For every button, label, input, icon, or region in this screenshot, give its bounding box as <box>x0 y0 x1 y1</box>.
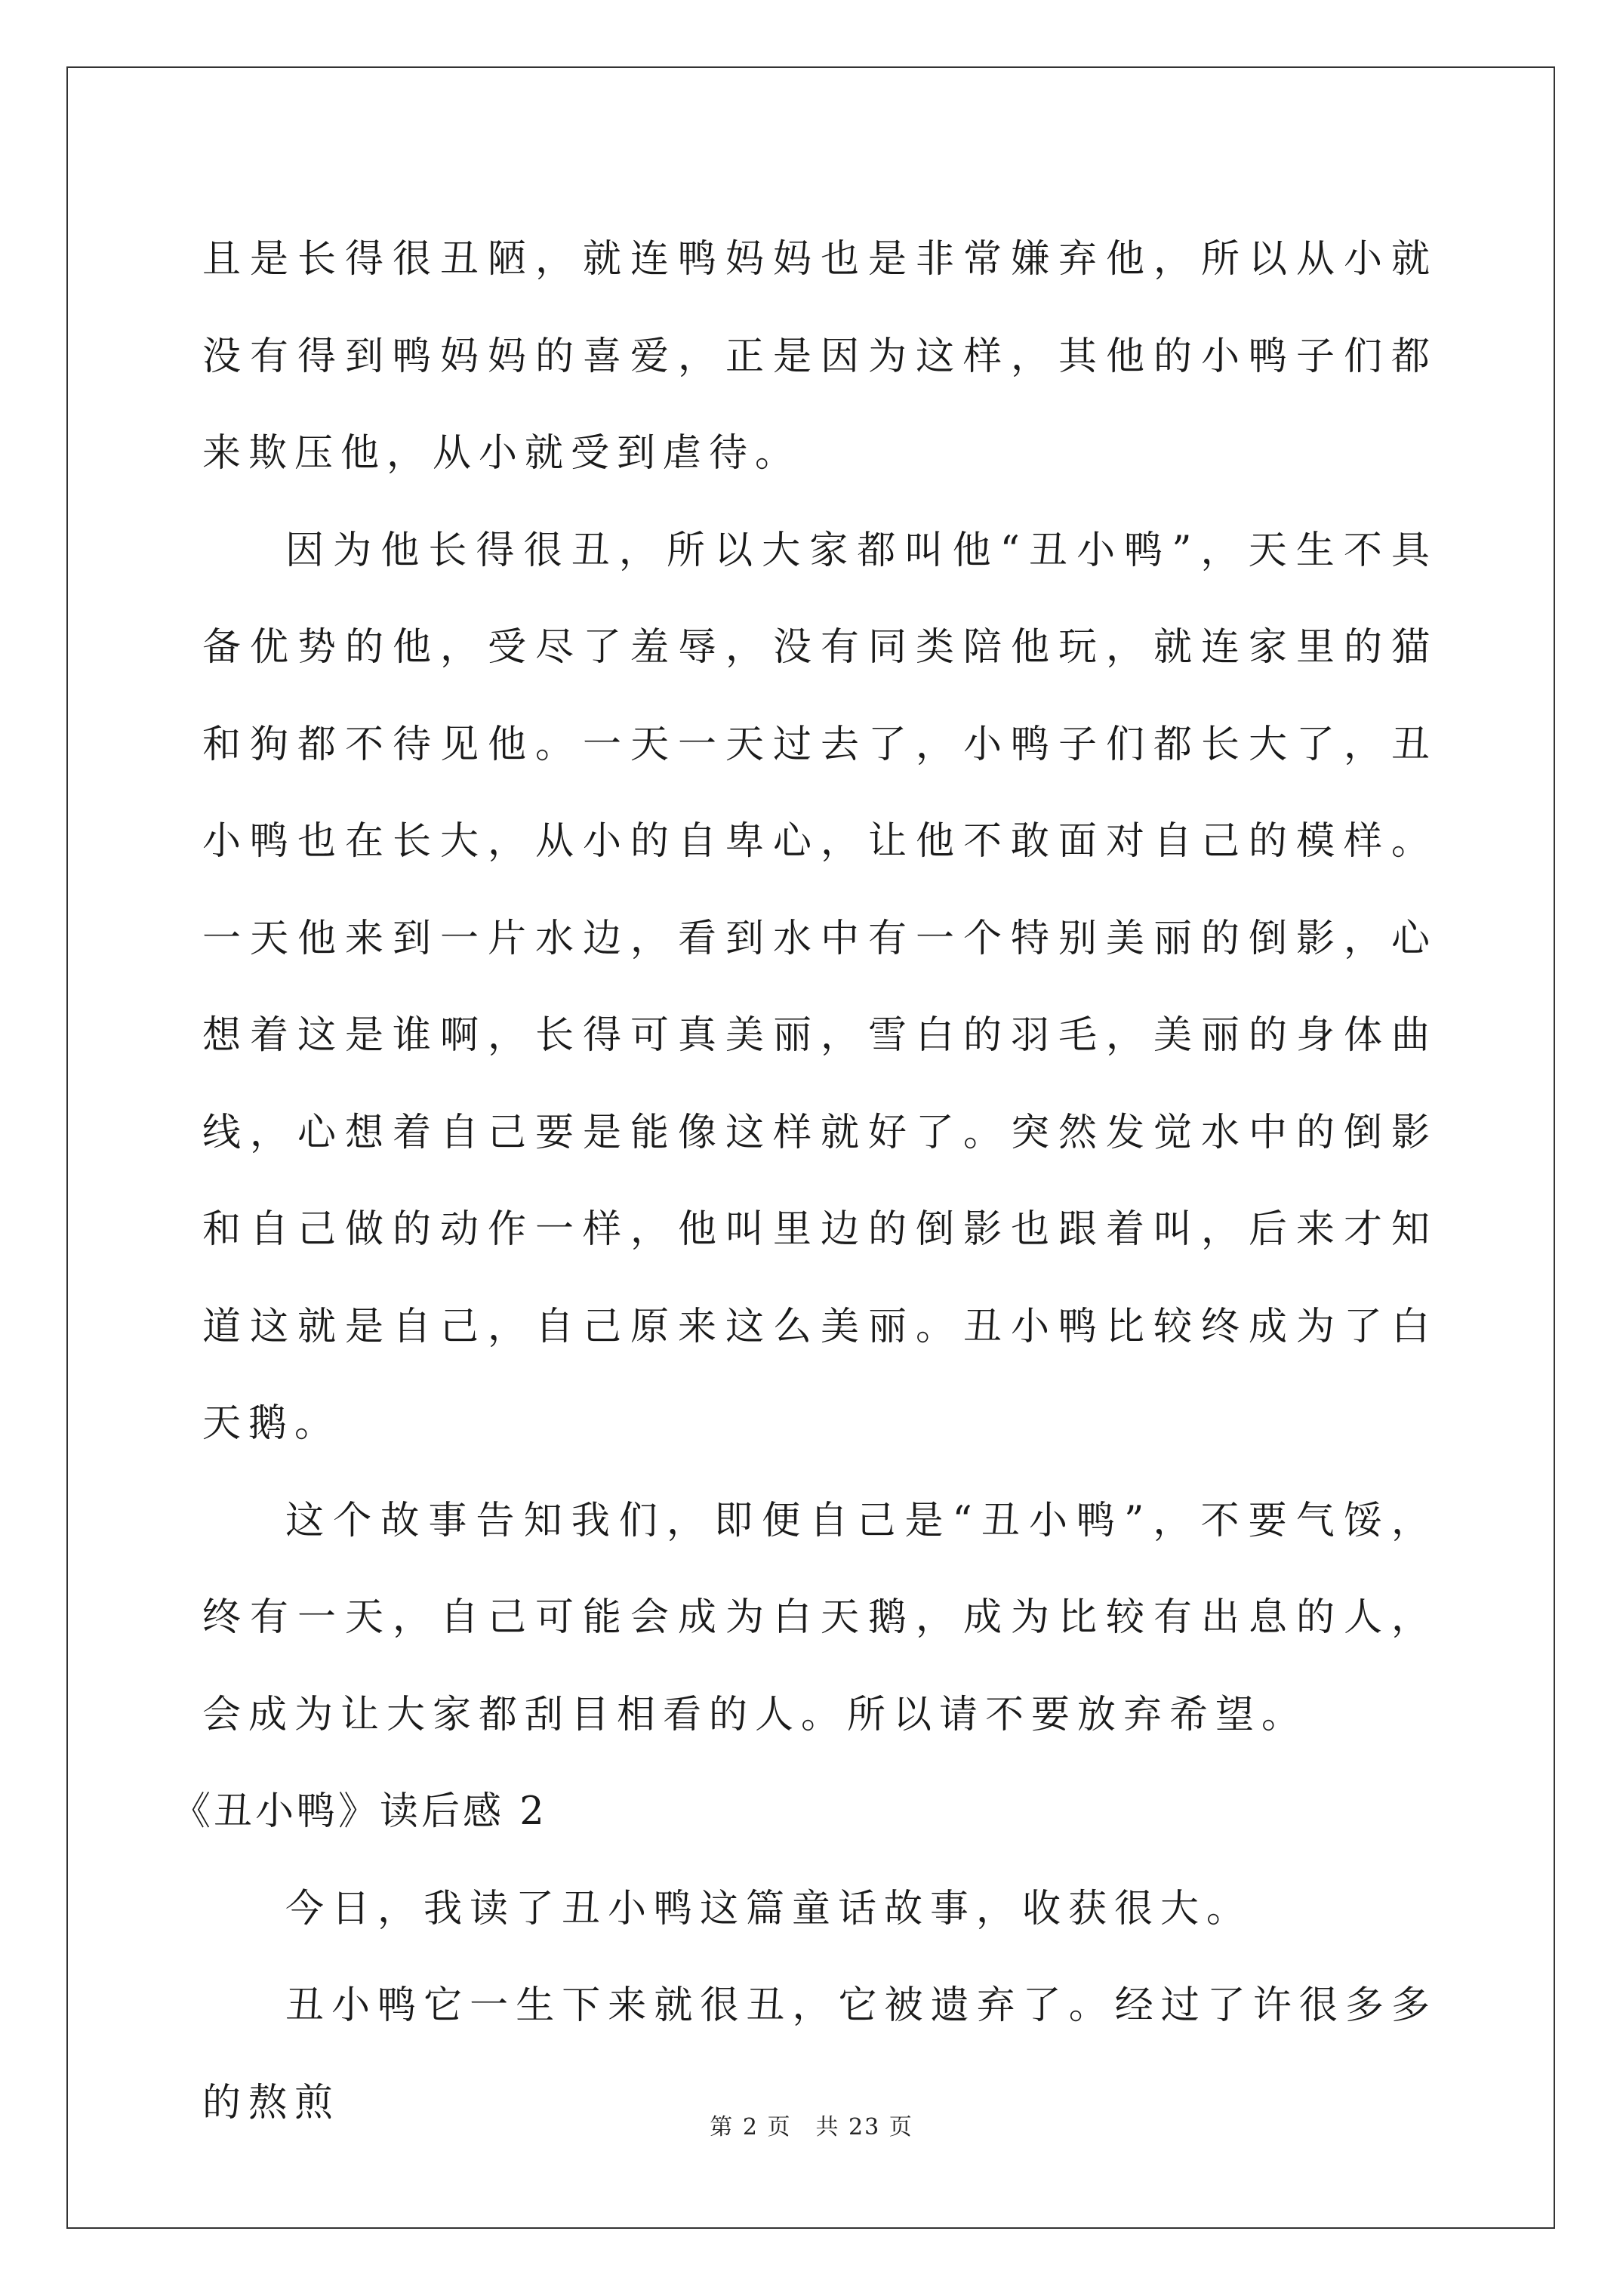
document-body <box>172 211 1437 2152</box>
section-heading: 《丑小鸭》读后感 2 <box>172 1789 547 1834</box>
paragraph-3: 这个故事告知我们，即便自己是“丑小鸭”，不要气馁，终有一天，自己可能会成为白天鹅，成为比较有出息的人，会成为让大家都刮目相看的人。所以请不要放弃希望。 <box>202 1498 1437 1737</box>
section-paragraph-2: 丑小鸭它一生下来就很丑，它被遗弃了。经过了许很多多的熬煎 <box>202 1983 1437 2125</box>
paragraph-1: 且是长得很丑陋，就连鸭妈妈也是非常嫌弃他，所以从小就没有得到鸭妈妈的喜爱，正是因为这样，其他的小鸭子们都来欺压他，从小就受到虐待。 <box>202 237 1437 476</box>
page-number-footer: 第 2 页 共 23 页 <box>710 2114 913 2140</box>
section-paragraph-1: 今日，我读了丑小鸭这篇童话故事，收获很大。 <box>285 1886 1253 1931</box>
paragraph-2: 因为他长得很丑，所以大家都叫他“丑小鸭”，天生不具备优势的他，受尽了羞辱，没有同类陪他玩，就连家里的猫和狗都不待见他。一天一天过去了，小鸭子们都长大了，丑小鸭也在长大，从小的自卑心，让他不敢面对自己的模样。一天他来到一片水边，看到水中有一个特别美丽的倒影，心想着这是谁啊，长得可真美丽，雪白的羽毛，美丽的身体曲线，心想着自己要是能像这样就好了。突然发觉水中的倒影和自己做的动作一样，他叫里边的倒影也跟着叫，后来才知道这就是自己，自己原来这么美丽。丑小鸭比较终成为了白天鹅。 <box>202 528 1437 1446</box>
